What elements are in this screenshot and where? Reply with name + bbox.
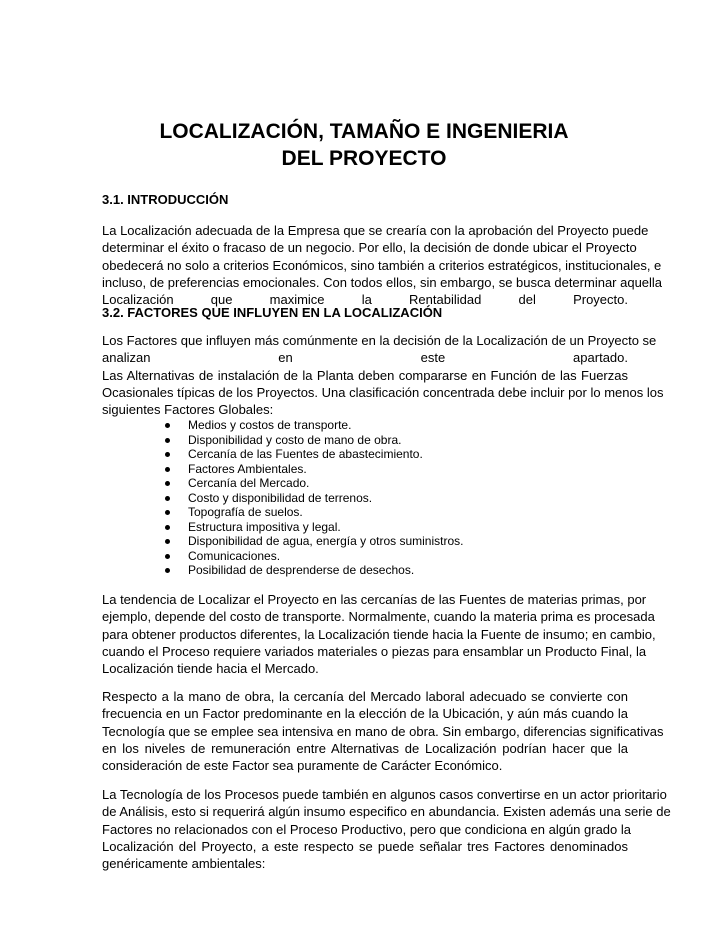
list-item-text: Comunicaciones. [188, 548, 281, 563]
text-line: para obtener productos diferentes, la Localización tiende hacia la Fuente de insumo; en cambio, [102, 626, 656, 642]
bullet-icon [165, 481, 170, 486]
bullet-icon [165, 496, 170, 501]
text-line: Factores no relacionados con el Proceso Productivo, pero que condiciona en algún grado la [102, 821, 632, 837]
text-line: siguientes Factores Globales: [102, 402, 274, 418]
list-item [160, 418, 463, 433]
text-line: Respecto a la mano de obra, la cercanía del Mercado laboral adecuado se convierte con [102, 689, 628, 704]
list-item-text: Disponibilidad de agua, energía y otros suministros. [188, 534, 464, 549]
paragraph-mano-de-obra [102, 688, 664, 774]
bullet-icon [165, 510, 170, 515]
bullet-icon [165, 467, 170, 472]
text-line: La Tecnología de los Procesos puede también en algunos casos convertirse en un actor prioritario [102, 787, 667, 802]
text-line: Ocasionales típicas de los Proyectos. Una clasificación concentrada debe incluir por lo menos los [102, 384, 664, 400]
text-line: obedecerá no solo a criterios Económicos, sino también a criterios estratégicos, institucionales, e [102, 257, 662, 273]
factores-globales-list [160, 418, 463, 578]
text-line: frecuencia en un Factor predominante en la elección de la Ubicación, y aún más cuando la [102, 706, 628, 722]
text-line: determinar el éxito o fracaso de un negocio. Por ello, la decisión de donde ubicar el Proyecto [102, 240, 637, 256]
text-line: incluso, de preferencias emocionales. Con todos ellos, sin embargo, se busca determinar aquella [102, 274, 663, 290]
bullet-icon [165, 452, 170, 457]
list-item-text: Disponibilidad y costo de mano de obra. [188, 432, 402, 447]
bullet-icon [165, 423, 170, 428]
list-item [160, 520, 463, 535]
list-item [160, 534, 463, 549]
list-item [160, 433, 463, 448]
section-heading-introduccion: 3.1. INTRODUCCIÓN [102, 192, 229, 207]
list-item [160, 491, 463, 506]
list-item-text: Cercanía del Mercado. [188, 476, 310, 491]
paragraph-materias-primas [102, 591, 656, 677]
list-item-text: Posibilidad de desprenderse de desechos. [188, 563, 415, 578]
text-line: Localización tiende hacia el Mercado. [102, 661, 319, 677]
title-line-2: DEL PROYECTO [281, 147, 447, 170]
list-item [160, 476, 463, 491]
paragraph-tecnologia [102, 786, 671, 872]
text-line: analizan en este apartado. [102, 350, 628, 366]
text-line: consideración de este Factor sea puramente de Carácter Económico. [102, 758, 503, 774]
text-line: Localización que maximice la Rentabilidad del Proyecto. [102, 292, 628, 308]
bullet-icon [165, 554, 170, 559]
text-line: genéricamente ambientales: [102, 856, 266, 872]
text-line: Localización del Proyecto, a este respecto se puede señalar tres Factores denominados [102, 838, 628, 854]
bullet-icon [165, 568, 170, 573]
list-item [160, 462, 463, 477]
list-item [160, 563, 463, 578]
bullet-icon [165, 525, 170, 530]
bullet-icon [165, 539, 170, 544]
list-item [160, 549, 463, 564]
title-line-1: LOCALIZACIÓN, TAMAÑO E INGENIERIA [159, 120, 569, 143]
text-line: Tecnología que se emplee sea intensiva en mano de obra. Sin embargo, diferencias significativas [102, 723, 664, 739]
text-line: cuando el Proceso requiere variados materiales o piezas para ensamblar un Producto Final, la [102, 643, 647, 659]
list-item-text: Estructura impositiva y legal. [188, 519, 341, 534]
bullet-icon [165, 438, 170, 443]
section-heading-factores: 3.2. FACTORES QUE INFLUYEN EN LA LOCALIZACIÓN [102, 305, 443, 320]
paragraph-factores [102, 332, 664, 418]
list-item [160, 505, 463, 520]
text-line: La tendencia de Localizar el Proyecto en las cercanías de las Fuentes de materias primas, por [102, 592, 647, 607]
text-line: Las Alternativas de instalación de la Planta deben compararse en Función de las Fuerzas [102, 367, 628, 383]
list-item-text: Cercanía de las Fuentes de abastecimiento. [188, 447, 423, 462]
list-item-text: Costo y disponibilidad de terrenos. [188, 490, 373, 505]
text-line: de Análisis, esto si requerirá algún insumo especifico en abundancia. Existen además una serie de [102, 804, 671, 820]
text-line: en los niveles de remuneración entre Alternativas de Localización podrían hacer que la [102, 740, 628, 756]
list-item-text: Factores Ambientales. [188, 461, 307, 476]
list-item-text: Medios y costos de transporte. [188, 418, 352, 432]
list-item-text: Topografía de suelos. [188, 505, 303, 520]
list-item [160, 447, 463, 462]
text-line: La Localización adecuada de la Empresa que se crearía con la aprobación del Proyecto puede [102, 223, 649, 238]
document-title [90, 118, 638, 172]
paragraph-introduccion [102, 222, 663, 308]
text-line: ejemplo, depende del costo de transporte. Normalmente, cuando la materia prima es procesada [102, 609, 655, 625]
text-line: Los Factores que influyen más comúnmente en la decisión de la Localización de un Proyecto se [102, 333, 657, 348]
